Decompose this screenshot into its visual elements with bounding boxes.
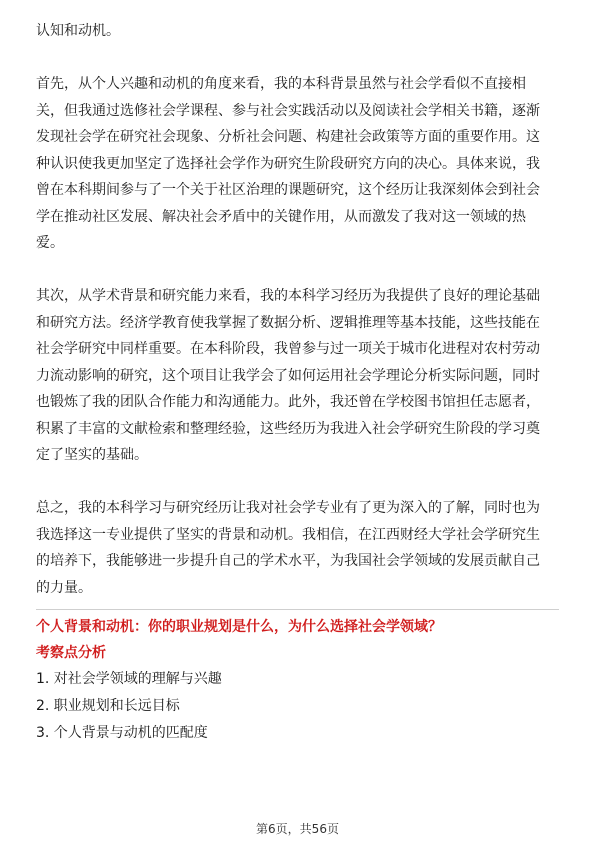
text-line: 总之，我的本科学习与研究经历让我对社会学专业有了更为深入的了解，同时也为: [36, 500, 540, 516]
analysis-points-list: [36, 666, 559, 747]
text-line: 社会学研究中同样重要。在本科阶段，我曾参与过一项关于城市化进程对农村劳动: [36, 341, 540, 357]
paragraph-intro-tail: [36, 18, 559, 45]
paragraph-gap: [36, 469, 559, 496]
question-title: 个人背景和动机：你的职业规划是什么，为什么选择社会学领域？: [36, 619, 442, 635]
text-line: 我选择这一专业提供了坚实的背景和动机。我相信，在江西财经大学社会学研究生: [36, 526, 540, 543]
text-line: 积累了丰富的文献检索和整理经验，这些经历为我进入社会学研究生阶段的学习奠: [36, 420, 540, 437]
text-line: 学在推动社区发展、解决社会矛盾中的关键作用，从而激发了我对这一领域的热: [36, 208, 526, 225]
list-item: 2. 职业规划和长远目标: [36, 698, 180, 714]
page-number: 第6页，共56页: [256, 822, 339, 836]
document-body: [36, 18, 559, 747]
paragraph-gap: [36, 257, 559, 284]
text-line: 认知和动机。: [36, 23, 120, 39]
paragraph-gap: [36, 45, 559, 72]
text-line: 种认识使我更加坚定了选择社会学作为研究生阶段研究方向的决心。具体来说，我: [36, 155, 540, 172]
list-item: 1. 对社会学领域的理解与兴趣: [36, 671, 222, 687]
paragraph-academic-background: [36, 283, 559, 469]
paragraph-conclusion: [36, 495, 559, 601]
list-item: 3. 个人背景与动机的匹配度: [36, 725, 208, 741]
text-line: 力流动影响的研究，这个项目让我学会了如何运用社会学理论分析实际问题，同时: [36, 367, 540, 384]
text-line: 首先，从个人兴趣和动机的角度来看，我的本科背景虽然与社会学看似不直接相: [36, 76, 526, 92]
text-line: 也锻炼了我的团队合作能力和沟通能力。此外，我还曾在学校图书馆担任志愿者，: [36, 394, 540, 410]
text-line: 爱。: [36, 235, 64, 251]
text-line: 定了坚实的基础。: [36, 447, 148, 463]
analysis-section-label: 考察点分析: [36, 645, 106, 661]
text-line: 发现社会学在研究社会现象、分析社会问题、构建社会政策等方面的重要作用。这: [36, 129, 540, 145]
text-line: 关，但我通过选修社会学课程、参与社会实践活动以及阅读社会学相关书籍，逐渐: [36, 102, 540, 119]
paragraph-interest-motivation: [36, 71, 559, 257]
text-line: 的培养下，我能够进一步提升自己的学术水平，为我国社会学领域的发展贡献自己: [36, 553, 540, 569]
text-line: 的力量。: [36, 579, 92, 596]
section-divider: [36, 609, 559, 610]
text-line: 其次，从学术背景和研究能力来看，我的本科学习经历为我提供了良好的理论基础: [36, 288, 540, 304]
text-line: 和研究方法。经济学教育使我掌握了数据分析、逻辑推理等基本技能，这些技能在: [36, 314, 540, 331]
text-line: 曾在本科期间参与了一个关于社区治理的课题研究，这个经历让我深刻体会到社会: [36, 182, 540, 198]
